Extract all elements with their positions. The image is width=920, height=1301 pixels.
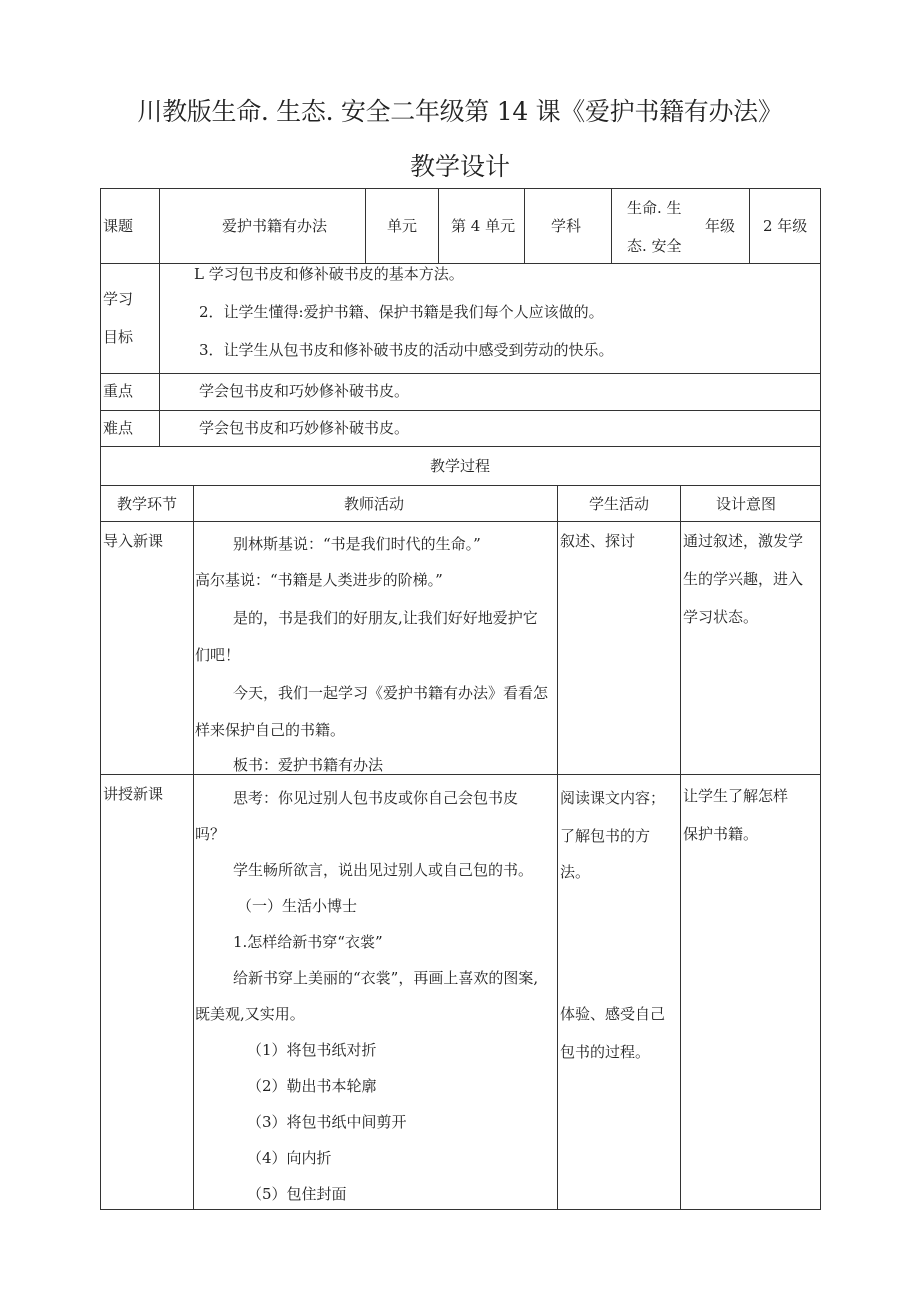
intent-line: 学习状态。 [683,608,759,626]
document-subtitle: 教学设计 [409,152,510,181]
topic-value: 爱护书籍有办法 [222,217,328,235]
unit-value: 第 4 单元 [451,217,516,235]
table-border [100,410,821,411]
student-line: 叙述、探讨 [560,532,636,550]
teacher-line: 是的，书是我们的好朋友,让我们好好地爱护它 [233,609,538,627]
student-line: 体验、感受自己 [560,1005,666,1023]
goals-label-line1: 学习 [103,290,134,308]
table-border [100,373,821,374]
table-border [438,188,439,264]
goal-item: 2．让学生懂得:爱护书籍、保护书籍是我们每个人应该做的。 [199,303,604,321]
table-border [100,188,101,1210]
table-border [820,188,821,1210]
intent-line: 通过叙述，激发学 [683,532,804,550]
teacher-line: 板书：爱护书籍有办法 [233,756,384,774]
subject-value-line2: 态. 安全 [627,237,682,255]
teacher-line: （一）生活小博士 [237,897,358,915]
table-border [100,188,821,189]
table-border [557,485,558,1210]
teacher-line: （3）将包书纸中间剪开 [247,1113,407,1131]
teacher-line: 1.怎样给新书穿“衣裳” [233,933,383,951]
teacher-line: 既美观,又实用。 [195,1005,305,1023]
topic-label: 课题 [103,217,134,235]
table-border [680,485,681,1210]
table-border [611,188,612,264]
intent-line: 生的学兴趣，进入 [683,570,804,588]
difficulty-label: 难点 [103,419,134,437]
intent-line: 让学生了解怎样 [683,787,789,805]
stage-cell: 讲授新课 [103,785,164,803]
subject-label: 学科 [551,217,582,235]
teacher-line: 样来保护自己的书籍。 [195,721,346,739]
grade-value: 2 年级 [763,217,808,235]
table-border [100,485,821,486]
column-header: 教学环节 [117,495,178,513]
table-border [100,1209,821,1210]
teacher-line: 别林斯基说：“书是我们时代的生命。” [233,535,481,553]
table-border [365,188,366,264]
table-border [193,485,194,1210]
column-header: 设计意图 [716,495,777,513]
student-line: 了解包书的方 [560,827,651,845]
table-border [100,521,821,522]
table-border [524,188,525,264]
student-line: 阅读课文内容； [560,789,666,807]
unit-label: 单元 [387,217,418,235]
goal-item: L 学习包书皮和修补破书皮的基本方法。 [194,265,464,283]
key-point-label: 重点 [103,382,134,400]
goals-label-line2: 目标 [103,328,134,346]
difficulty-value: 学会包书皮和巧妙修补破书皮。 [199,419,410,437]
student-line: 包书的过程。 [560,1043,651,1061]
column-header: 教师活动 [344,495,405,513]
teacher-line: 高尔基说：“书籍是人类进步的阶梯。” [195,571,443,589]
teacher-line: （2）勒出书本轮廓 [247,1077,377,1095]
teacher-line: 今天，我们一起学习《爱护书籍有办法》看看怎 [233,684,549,702]
teacher-line: 给新书穿上美丽的“衣裳”，再画上喜欢的图案, [233,969,539,987]
table-border [100,446,821,447]
teacher-line: （1）将包书纸对折 [247,1041,377,1059]
key-point-value: 学会包书皮和巧妙修补破书皮。 [199,382,410,400]
stage-cell: 导入新课 [103,532,164,550]
goal-item: 3．让学生从包书皮和修补破书皮的活动中感受到劳动的快乐。 [199,341,614,359]
teacher-line: 学生畅所欲言，说出见过别人或自己包的书。 [233,861,534,879]
teacher-line: 思考：你见过别人包书皮或你自己会包书皮 [233,789,519,807]
table-border [159,188,160,446]
grade-label: 年级 [705,217,736,235]
student-line: 法。 [560,863,591,881]
table-border [749,188,750,264]
teacher-line: （5）包住封面 [247,1185,347,1203]
column-header: 学生活动 [589,495,650,513]
teacher-line: 吗？ [195,825,226,843]
teacher-line: （4）向内折 [247,1149,332,1167]
table-border [100,774,821,775]
teacher-line: 们吧！ [195,646,241,664]
process-heading: 教学过程 [429,457,490,475]
intent-line: 保护书籍。 [683,825,759,843]
document-title: 川教版生命. 生态. 安全二年级第 14 课《爱护书籍有办法》 [137,97,783,126]
subject-value-line1: 生命. 生 [627,199,682,217]
